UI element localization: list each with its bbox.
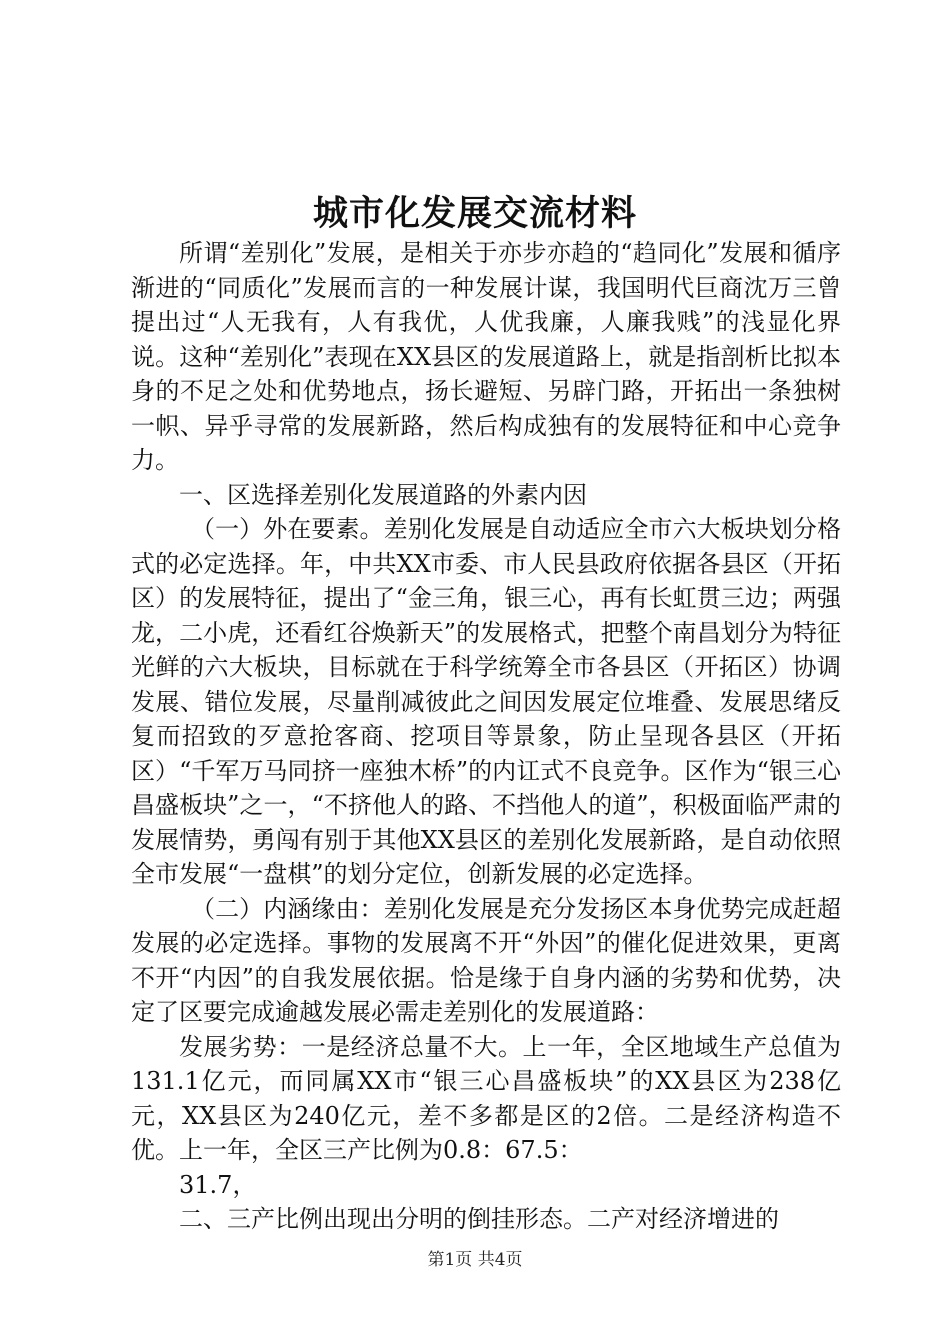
page-number-footer: 第1页 共4页: [427, 1250, 523, 1270]
paragraph-disadvantages: 发展劣势：一是经济总量不大。上一年，全区地域生产总值为131.1亿元，而同属XX市“银三心昌盛板块”的XX县区为238亿元，XX县区为240亿元，差不多都是区的2倍。二是经济构造不优。上一年，全区三产比例为0.8：67.5：: [131, 1032, 841, 1164]
paragraph-continuation: 二、三产比例出现出分明的倒挂形态。二产对经济增进的: [179, 1205, 779, 1233]
paragraph-ratio-fragment: 31.7，: [179, 1170, 257, 1199]
document-title: 城市化发展交流材料: [312, 193, 637, 234]
document-body: [131, 236, 841, 1237]
paragraph-external-factors: （一）外在要素。差别化发展是自动适应全市六大板块划分格式的必定选择。年，中共XX市委、市人民县政府依据各县区（开拓区）的发展特征，提出了“金三角，银三心，再有长虹贯三边；两强龙，二小虎，还看红谷焕新天”的发展格式，把整个南昌划分为特征光鲜的六大板块，目标就在于科学统筹全市各县区（开拓区）协调发展、错位发展，尽量削减彼此之间因发展定位堆叠、发展思绪反复而招致的歹意抢客商、挖项目等景象，防止呈现各县区（开拓区）“千军万马同挤一座独木桥”的内讧式不良竞争。区作为“银三心昌盛板块”之一，“不挤他人的路、不挡他人的道”，积极面临严肃的发展情势，勇闯有别于其他XX县区的差别化发展新路，是自动依照全市发展“一盘棋”的划分定位，创新发展的必定选择。: [131, 515, 841, 888]
section-heading-1: 一、区选择差别化发展道路的外素内因: [179, 480, 587, 509]
paragraph-internal-reasons: （二）内涵缘由：差别化发展是充分发扬区本身优势完成赶超发展的必定选择。事物的发展离不开“外因”的催化促进效果，更离不开“内因”的自我发展依据。恰是缘于自身内涵的劣势和优势，决定了区要完成逾越发展必需走差别化的发展道路：: [131, 894, 841, 1026]
paragraph-intro: 所谓“差别化”发展，是相关于亦步亦趋的“趋同化”发展和循序渐进的“同质化”发展而言的一种发展计谋，我国明代巨商沈万三曾提出过“人无我有，人有我优，人优我廉，人廉我贱”的浅显化界说。这种“差别化”表现在XX县区的发展道路上，就是指剖析比拟本身的不足之处和优势地点，扬长避短、另辟门路，开拓出一条独树一帜、异乎寻常的发展新路，然后构成独有的发展特征和中心竞争力。: [131, 239, 841, 474]
